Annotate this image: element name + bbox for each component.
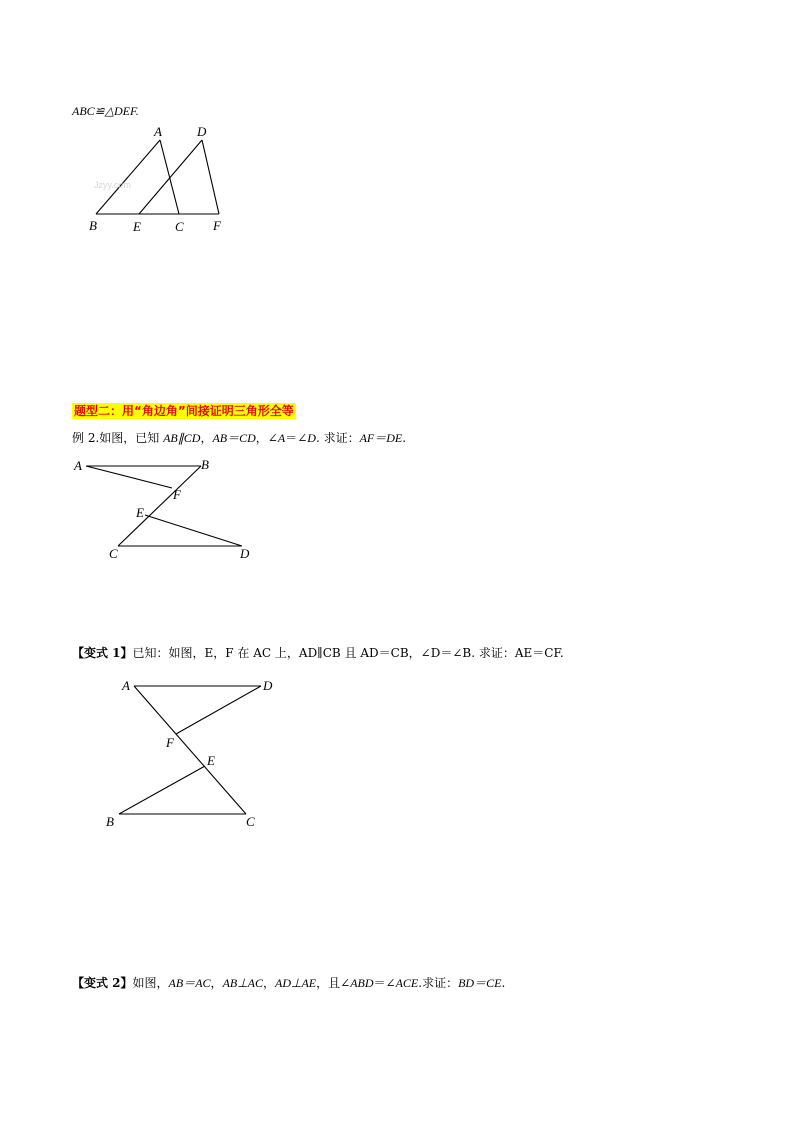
figure-1 — [0, 0, 794, 240]
ex2-cond-equal: AB＝CD — [212, 431, 256, 445]
ex2-goal: AF＝DE — [359, 431, 403, 445]
fig2-label-b: B — [201, 457, 209, 472]
fig1-label-d: D — [197, 124, 207, 139]
fig2-label-d: D — [240, 546, 250, 561]
variant-2-tag: 【变式 2】 — [72, 976, 133, 990]
fig1-label-b: B — [89, 218, 97, 233]
fig3-label-f: F — [166, 735, 174, 750]
fig3-label-d: D — [263, 678, 273, 693]
fig2-label-e: E — [136, 505, 144, 520]
variant-1-statement — [72, 646, 564, 660]
ex2-angle-a: A — [277, 431, 286, 445]
fig2-label-a: A — [74, 458, 82, 473]
fig1-label-a: A — [154, 124, 162, 139]
ex2-sep3: ＝∠ — [285, 431, 308, 445]
fig1-caption-rest: ≌△DEF. — [94, 104, 139, 118]
watermark: Jzyy.com — [94, 180, 131, 190]
v2-prefix: 如图， — [132, 976, 169, 990]
line-DF — [176, 686, 261, 734]
ex2-cond-parallel: AB∥CD — [163, 431, 201, 445]
line-AF — [86, 466, 172, 488]
v2-sep4: ＝∠ — [373, 976, 396, 990]
v2-goal: BD＝CE — [458, 976, 502, 990]
v2-sep1: ， — [210, 976, 223, 990]
line-BE — [119, 766, 205, 814]
variant-2-statement — [72, 976, 505, 990]
ex2-sep1: ， — [200, 431, 213, 445]
fig1-label-e: E — [133, 219, 141, 234]
fig3-label-b: B — [106, 814, 114, 829]
line-AC — [160, 140, 179, 214]
line-BA — [96, 140, 160, 214]
v2-cond-perp2: AD⊥AE — [275, 976, 317, 990]
figure-2 — [0, 440, 794, 570]
section-heading-text: 题型二：用“角边角”间接证明三角形全等 — [74, 404, 294, 418]
ex2-sep2: ，∠ — [255, 431, 278, 445]
v2-angle-ace: ACE — [395, 976, 419, 990]
fig3-label-c: C — [246, 814, 255, 829]
ex2-angle-d: D — [307, 431, 316, 445]
fig3-label-e: E — [207, 753, 215, 768]
v2-sep2: ， — [263, 976, 276, 990]
v2-cond-perp1: AB⊥AC — [222, 976, 264, 990]
fig3-label-a: A — [122, 678, 130, 693]
line-ED — [139, 140, 202, 214]
figure-2-lines — [0, 440, 794, 570]
variant-1-tag: 【变式 1】 — [72, 646, 133, 660]
variant-1-text: 已知：如图，E，F 在 AC 上，AD∥CB 且 AD＝CB，∠D＝∠B. 求证：AE＝CF. — [132, 646, 564, 660]
v2-angle-abd: ABD — [350, 976, 374, 990]
v2-cond-equal: AB＝AC — [168, 976, 211, 990]
line-AC — [134, 686, 246, 814]
line-DF — [202, 140, 219, 214]
ex2-end: . — [402, 431, 407, 445]
ex2-prefix: 例 2.如图，已知 — [72, 431, 164, 445]
figure-3-lines — [0, 670, 794, 840]
ex2-sep4: . 求证： — [315, 431, 360, 445]
line-ED — [145, 515, 242, 546]
v2-sep5: .求证： — [418, 976, 459, 990]
fig2-label-c: C — [109, 546, 118, 561]
fig1-caption-prefix: ABC — [72, 104, 95, 118]
fig2-label-f: F — [173, 487, 181, 502]
fig1-label-c: C — [175, 219, 184, 234]
fig1-label-f: F — [213, 218, 221, 233]
v2-sep3: ，且∠ — [316, 976, 351, 990]
figure-3 — [0, 670, 794, 840]
line-BC — [118, 466, 201, 546]
figure-1-lines — [0, 0, 794, 240]
section-heading — [72, 400, 296, 419]
v2-end: . — [501, 976, 506, 990]
